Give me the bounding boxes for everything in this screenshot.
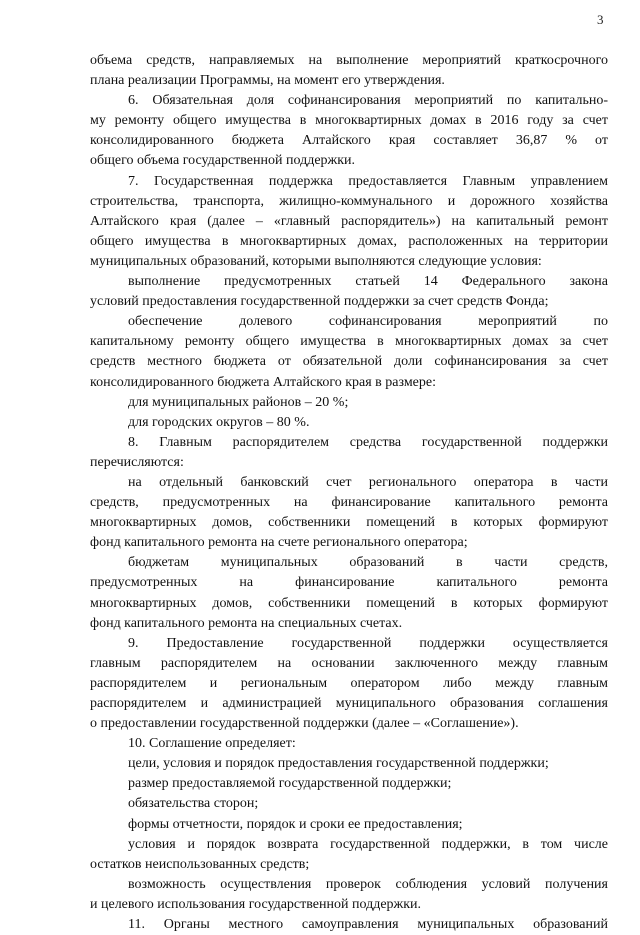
text-line: обеспечение долевого софинансирования мероприятий по: [128, 314, 608, 330]
text-line: размер предоставляемой государственной поддержки;: [128, 776, 452, 792]
text-line: обязательства сторон;: [128, 796, 259, 812]
text-line: фонд капитального ремонта на счете регионального оператора;: [90, 535, 468, 551]
text-line: 6. Обязательная доля софинансирования мероприятий по капитально-: [128, 93, 608, 109]
text-line: фонд капитального ремонта на специальных счетах.: [90, 615, 403, 631]
text-line: средств, предусмотренных на финансирование капитального ремонта: [90, 495, 608, 511]
text-line: средств местного бюджета от обязательной доли софинансирования за счет: [90, 354, 608, 370]
text-line: строительства, транспорта, жилищно-коммунального и дорожного хозяйства: [90, 193, 608, 209]
text-line: капитальному ремонту общего имущества в многоквартирных домах за счет: [90, 334, 608, 350]
text-line: о предоставлении государственной поддержки (далее – «Соглашение»).: [90, 716, 519, 732]
text-line: предусмотренных на финансирование капитального ремонта: [90, 575, 608, 591]
text-line: остатков неиспользованных средств;: [90, 856, 310, 872]
text-line: 9. Предоставление государственной поддержки осуществляется: [128, 635, 608, 651]
text-line: распорядителем и администрацией муниципального образования соглашения: [90, 696, 608, 711]
text-line: цели, условия и порядок предоставления государственной поддержки;: [128, 756, 549, 772]
text-line: бюджетам муниципальных образований в части средств,: [128, 555, 608, 571]
text-line: главным распорядителем на основании заключенного между главным: [90, 655, 608, 671]
text-line: объема средств, направляемых на выполнение мероприятий краткосрочного: [90, 53, 608, 68]
text-line: условий предоставления государственной поддержки за счет средств Фонда;: [90, 294, 549, 310]
text-line: общего объема государственной поддержки.: [90, 153, 356, 169]
text-line: 10. Соглашение определяет:: [128, 736, 296, 752]
text-line: многоквартирных домов, собственники помещений в которых формируют: [90, 595, 608, 611]
text-line: возможность осуществления проверок соблюдения условий получения: [128, 876, 608, 892]
text-line: выполнение предусмотренных статьей 14 Федерального закона: [128, 274, 608, 290]
text-line: муниципальных образований, которыми выполняются следующие условия:: [90, 253, 542, 269]
text-line: для городских округов – 80 %.: [128, 414, 310, 430]
text-line: для муниципальных районов – 20 %;: [128, 394, 349, 410]
text-line: общего имущества в многоквартирных домах, расположенных на территории: [90, 233, 608, 249]
text-line: плана реализации Программы, на момент его утверждения.: [90, 73, 445, 89]
text-line: 7. Государственная поддержка предоставляется Главным управлением: [128, 173, 608, 189]
text-line: 8. Главным распорядителем средства государственной поддержки: [128, 434, 608, 450]
text-line: распорядителем и региональным оператором либо между главным: [90, 675, 608, 691]
text-line: Алтайского края (далее – «главный распорядитель») на капитальный ремонт: [90, 213, 608, 229]
text-line: многоквартирных домов, собственники помещений в которых формируют: [90, 515, 608, 531]
text-line: на отдельный банковский счет регионального оператора в части: [128, 474, 608, 490]
text-line: консолидированного бюджета Алтайского края в размере:: [90, 374, 437, 390]
page-number: 3: [597, 12, 604, 27]
text-line: и целевого использования государственной поддержки.: [90, 896, 421, 912]
text-line: перечисляются:: [90, 454, 184, 470]
text-line: консолидированного бюджета Алтайского края составляет 36,87 % от: [90, 133, 608, 149]
text-line: му ремонту общего имущества в многоквартирных домах в 2016 году за счет: [90, 113, 608, 129]
body-text: [90, 51, 608, 935]
text-line: условия и порядок возврата государственной поддержки, в том числе: [128, 836, 608, 852]
text-line: 11. Органы местного самоуправления муниципальных образований: [128, 917, 608, 933]
text-line: формы отчетности, порядок и сроки ее предоставления;: [128, 816, 463, 832]
